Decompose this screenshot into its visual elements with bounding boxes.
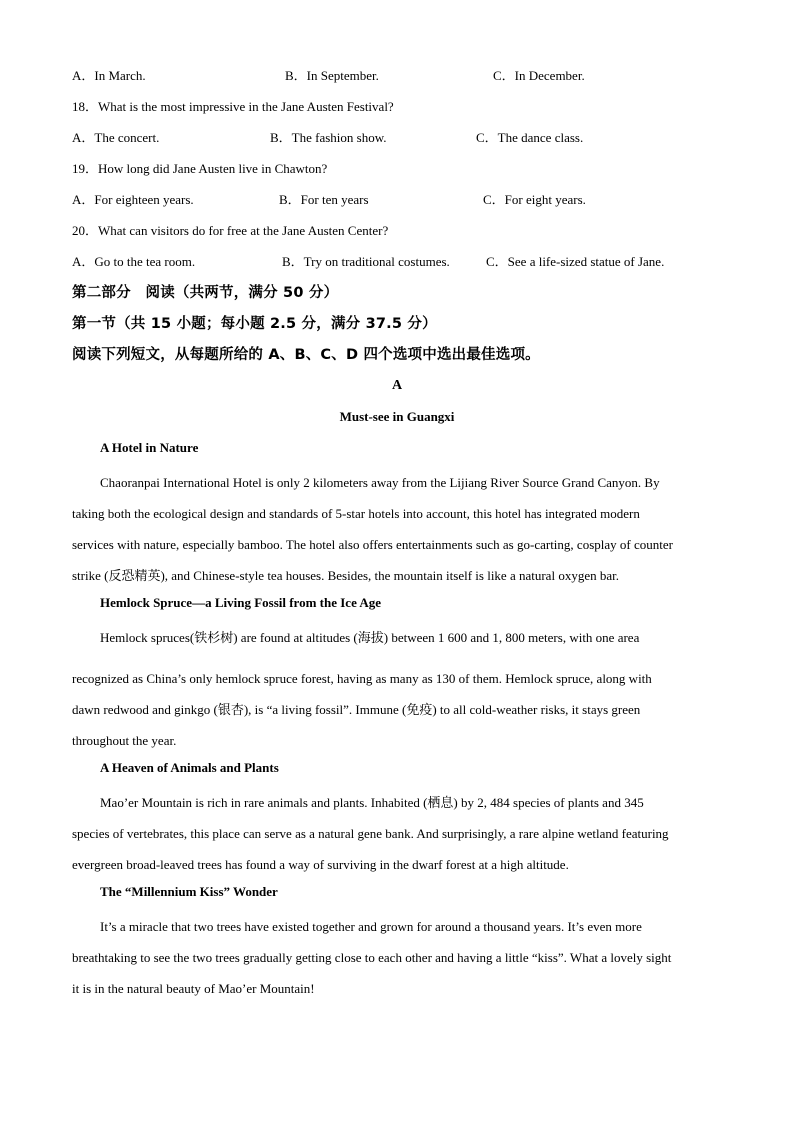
passage-letter: A bbox=[391, 378, 403, 393]
q18-options bbox=[72, 126, 722, 157]
q19-options bbox=[72, 188, 722, 219]
q20-option-b: B．Try on traditional costumes. bbox=[282, 254, 450, 269]
q20-option-a: A．Go to the tea room. bbox=[72, 254, 196, 269]
paragraph-line: Hemlock spruces(铁杉树) are found at altitudes (海拔) between 1 600 and 1, 800 meters, with one area bbox=[100, 630, 640, 645]
paragraph-line: Chaoranpai International Hotel is only 2 kilometers away from the Lijiang River Source Grand Canyon. By bbox=[100, 475, 660, 490]
paragraph-kiss bbox=[72, 911, 722, 1004]
exam-page bbox=[72, 64, 722, 1004]
paragraph-line: breathtaking to see the two trees gradually getting close to each other and having a little “kiss”. What a lovely sight bbox=[72, 950, 672, 965]
q18-question: 18．What is the most impressive in the Jane Austen Festival? bbox=[72, 99, 394, 114]
paragraph-hotel bbox=[72, 467, 722, 591]
paragraph-line: dawn redwood and ginkgo (银杏), is “a living fossil”. Immune (免疫) to all cold-weather risks, it stays green bbox=[72, 702, 641, 717]
subsection-heading-kiss: The “Millennium Kiss” Wonder bbox=[100, 884, 278, 899]
paragraph-line: evergreen broad-leaved trees has found a way of surviving in the dwarf forest at a high altitude. bbox=[72, 857, 569, 872]
subsection-heading-heaven: A Heaven of Animals and Plants bbox=[100, 760, 279, 775]
subsection-heading-hemlock: Hemlock Spruce—a Living Fossil from the Ice Age bbox=[100, 595, 382, 610]
q17-options bbox=[72, 64, 722, 95]
q19-option-a: A．For eighteen years. bbox=[72, 192, 194, 207]
subsection-heading-hotel: A Hotel in Nature bbox=[100, 440, 199, 455]
paragraph-line: It’s a miracle that two trees have existed together and grown for around a thousand years. It’s even more bbox=[100, 919, 642, 934]
q18-option-a: A．The concert. bbox=[72, 130, 160, 145]
paragraph-line: services with nature, especially bamboo. The hotel also offers entertainments such as go-carting, cosplay of counter bbox=[72, 537, 673, 552]
q20-question: 20．What can visitors do for free at the Jane Austen Center? bbox=[72, 223, 389, 238]
section-title: 第一节（共 15 小题；每小题 2.5 分，满分 37.5 分） bbox=[72, 316, 437, 332]
paragraph-line: taking both the ecological design and standards of 5-star hotels into account, this hotel has integrated modern bbox=[72, 506, 640, 521]
paragraph-hemlock bbox=[72, 622, 722, 756]
paragraph-line: it is in the natural beauty of Mao’er Mountain! bbox=[72, 981, 315, 996]
paragraph-line: Mao’er Mountain is rich in rare animals and plants. Inhabited (栖息) by 2, 484 species of plants and 345 bbox=[100, 795, 644, 810]
q19-option-b: B．For ten years bbox=[279, 192, 369, 207]
part-title: 第二部分 阅读（共两节，满分 50 分） bbox=[72, 285, 339, 301]
paragraph-line: recognized as China’s only hemlock spruce forest, having as many as 130 of them. Hemlock spruce, along with bbox=[72, 671, 652, 686]
q19-option-c: C．For eight years. bbox=[483, 192, 586, 207]
paragraph-heaven bbox=[72, 787, 722, 880]
q18-option-b: B．The fashion show. bbox=[270, 130, 387, 145]
q20-options bbox=[72, 250, 722, 281]
q18-option-c: C．The dance class. bbox=[476, 130, 584, 145]
q17-option-a: A．In March. bbox=[72, 68, 146, 83]
q17-option-b: B．In September. bbox=[285, 68, 379, 83]
q19-question: 19．How long did Jane Austen live in Chawton? bbox=[72, 161, 328, 176]
reading-instruction: 阅读下列短文，从每题所给的 A、B、C、D 四个选项中选出最佳选项。 bbox=[72, 347, 540, 363]
q20-option-c: C．See a life-sized statue of Jane. bbox=[486, 254, 665, 269]
q17-option-c: C．In December. bbox=[493, 68, 585, 83]
paragraph-line: throughout the year. bbox=[72, 733, 177, 748]
passage-title: Must-see in Guangxi bbox=[339, 409, 455, 424]
paragraph-line: strike (反恐精英), and Chinese-style tea houses. Besides, the mountain itself is like a natural oxygen bar. bbox=[72, 568, 619, 583]
paragraph-line: species of vertebrates, this place can serve as a natural gene bank. And surprisingly, a rare alpine wetland featuring bbox=[72, 826, 669, 841]
